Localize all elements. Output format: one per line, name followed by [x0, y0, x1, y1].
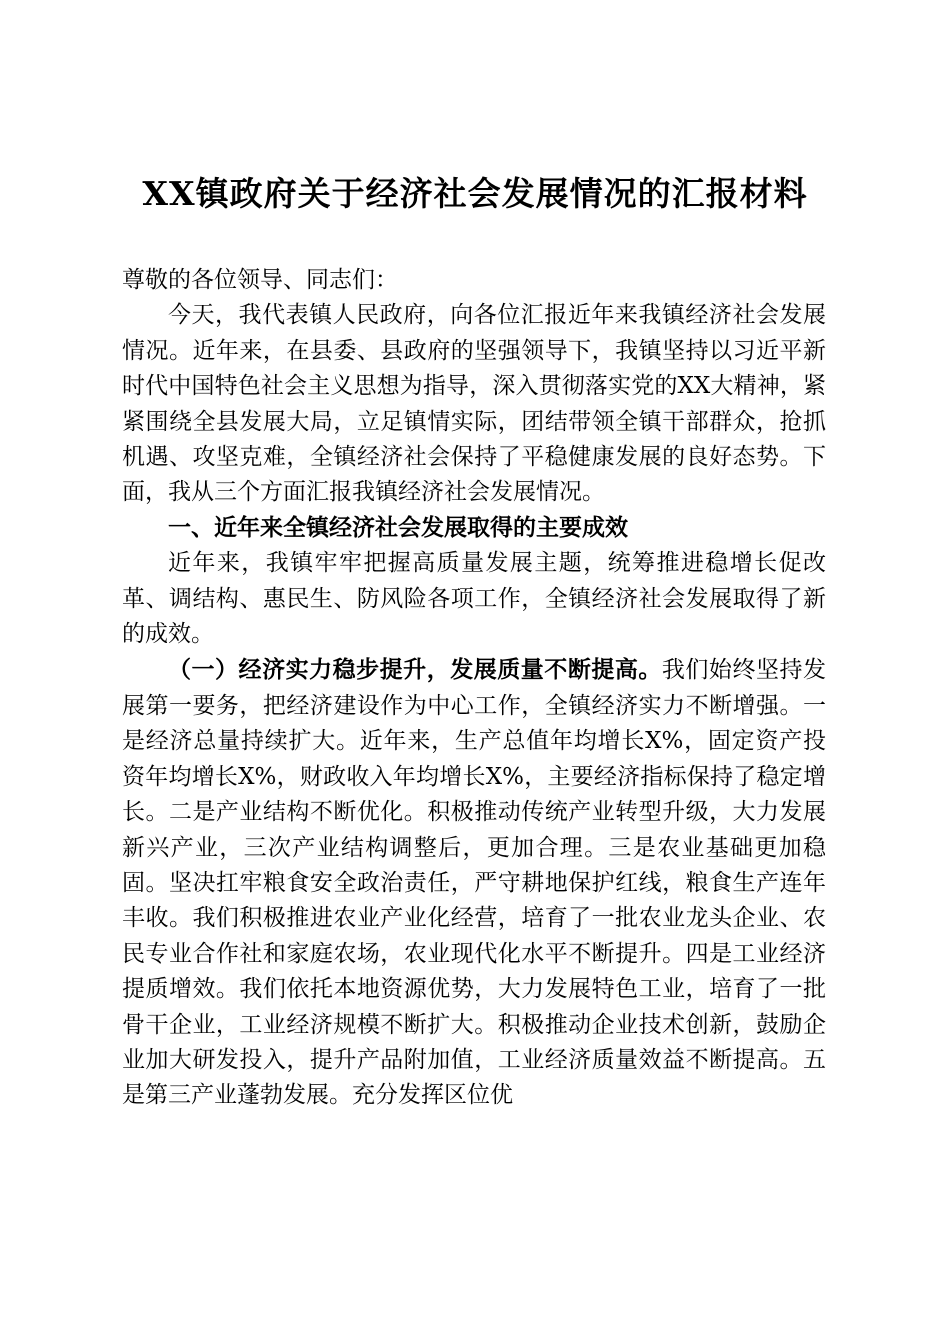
intro-paragraph: 今天，我代表镇人民政府，向各位汇报近年来我镇经济社会发展情况。近年来，在县委、县政府的坚强领导下，我镇坚持以习近平新时代中国特色社会主义思想为指导，深入贯彻落实党的XX大精神，紧紧围绕全县发展大局，立足镇情实际，团结带领全镇干部群众，抢抓机遇、攻坚克难，全镇经济社会保持了平稳健康发展的良好态势。下面，我从三个方面汇报我镇经济社会发展情况。 — [122, 302, 826, 506]
subsection-paragraph — [122, 652, 826, 1113]
salutation: 尊敬的各位领导、同志们： — [122, 267, 398, 293]
subsection-body: 我们始终坚持发展第一要务，把经济建设作为中心工作，全镇经济实力不断增强。一是经济总量持续扩大。近年来，生产总值年均增长X%，固定资产投资年均增长X%，财政收入年均增长X%，主要经济指标保持了稳定增长。二是产业结构不断优化。积极推动传统产业转型升级，大力发展新兴产业，三次产业结构调整后，更加合理。三是农业基础更加稳固。坚决扛牢粮食安全政治责任，严守耕地保护红线，粮食生产连年丰收。我们积极推进农业产业化经营，培育了一批农业龙头企业、农民专业合作社和家庭农场，农业现代化水平不断提升。四是工业经济提质增效。我们依托本地资源优势，大力发展特色工业，培育了一批骨干企业，工业经济规模不断扩大。积极推动企业技术创新，鼓励企业加大研发投入，提升产品附加值，工业经济质量效益不断提高。五是第三产业蓬勃发展。充分发挥区位优 — [122, 657, 827, 1109]
document-title: XX镇政府关于经济社会发展情况的汇报材料 — [142, 174, 808, 213]
document-body — [122, 263, 826, 1114]
section-intro-paragraph: 近年来，我镇牢牢把握高质量发展主题，统筹推进稳增长促改革、调结构、惠民生、防风险各项工作，全镇经济社会发展取得了新的成效。 — [122, 550, 826, 648]
subsection-heading: （一）经济实力稳步提升，发展质量不断提高。 — [168, 656, 662, 684]
section-heading: 一、近年来全镇经济社会发展取得的主要成效 — [168, 514, 628, 541]
